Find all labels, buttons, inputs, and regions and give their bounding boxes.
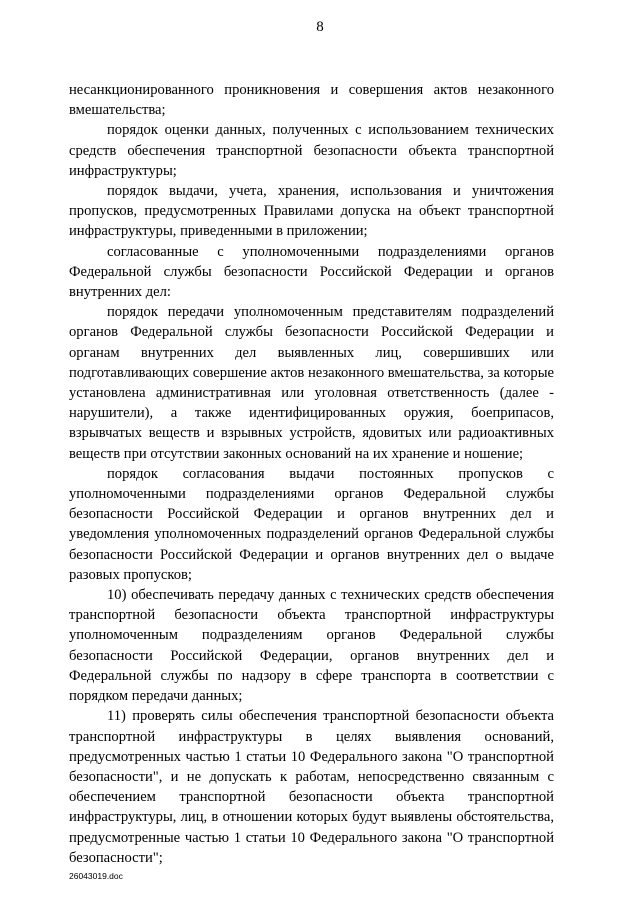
page-number: 8	[316, 19, 324, 35]
paragraph: согласованные с уполномоченными подразделениями органов Федеральной службы безопасности Российской Федерации и органов внутренних дел:	[69, 243, 554, 301]
paragraph: порядок согласования выдачи постоянных пропусков с уполномоченными подразделениями органов Федеральной службы безопасности Российской Федерации и органов внутренних дел и уведомления уполномоченных подразделений органов Федеральной службы безопасности Российской Федерации и органов внутренних дел о выдаче разовых пропусков;	[69, 465, 554, 583]
paragraph: порядок оценки данных, полученных с использованием технических средств обеспечения транспортной безопасности объекта транспортной инфраструктуры;	[69, 122, 554, 179]
paragraph: порядок выдачи, учета, хранения, использования и уничтожения пропусков, предусмотренных Правилами допуска на объект транспортной инфраструктуры, приведенными в приложении;	[69, 183, 554, 240]
paragraph: 11) проверять силы обеспечения транспортной безопасности объекта транспортной инфраструктуры в целях выявления оснований, предусмотренных частью 1 статьи 10 Федерального закона "О транспортной безопасности", и не допускать к работам, непосредственно связанным с обеспечением транспортной безопасности объекта транспортной инфраструктуры, лиц, в отношении которых будут выявлены обстоятельства, предусмотренные частью 1 статьи 10 Федерального закона "О транспортной безопасности";	[69, 708, 554, 866]
paragraph: порядок передачи уполномоченным представителям подразделений органов Федеральной службы безопасности Российской Федерации и органам внутренних дел выявленных лиц, совершивших или подготавливающих совершение актов незаконного вмешательства, за которые установлена административная или уголовная ответственность (далее - нарушители), а также идентифицированных оружия, боеприпасов, взрывчатых веществ и взрывных устройств, ядовитых или радиоактивных веществ при отсутствии законных оснований на их хранение и ношение;	[69, 304, 554, 462]
paragraph: 10) обеспечивать передачу данных с технических средств обеспечения транспортной безопасности объекта транспортной инфраструктуры уполномоченным подразделениям органов Федеральной службы безопасности Российской Федерации, органов внутренних дел и Федеральной службы по надзору в сфере транспорта в соответствии с порядком передачи данных;	[69, 587, 554, 705]
file-name-footer: 26043019.doc	[69, 871, 123, 881]
paragraph: несанкционированного проникновения и совершения актов незаконного вмешательства;	[69, 82, 554, 119]
document-body	[69, 80, 554, 868]
